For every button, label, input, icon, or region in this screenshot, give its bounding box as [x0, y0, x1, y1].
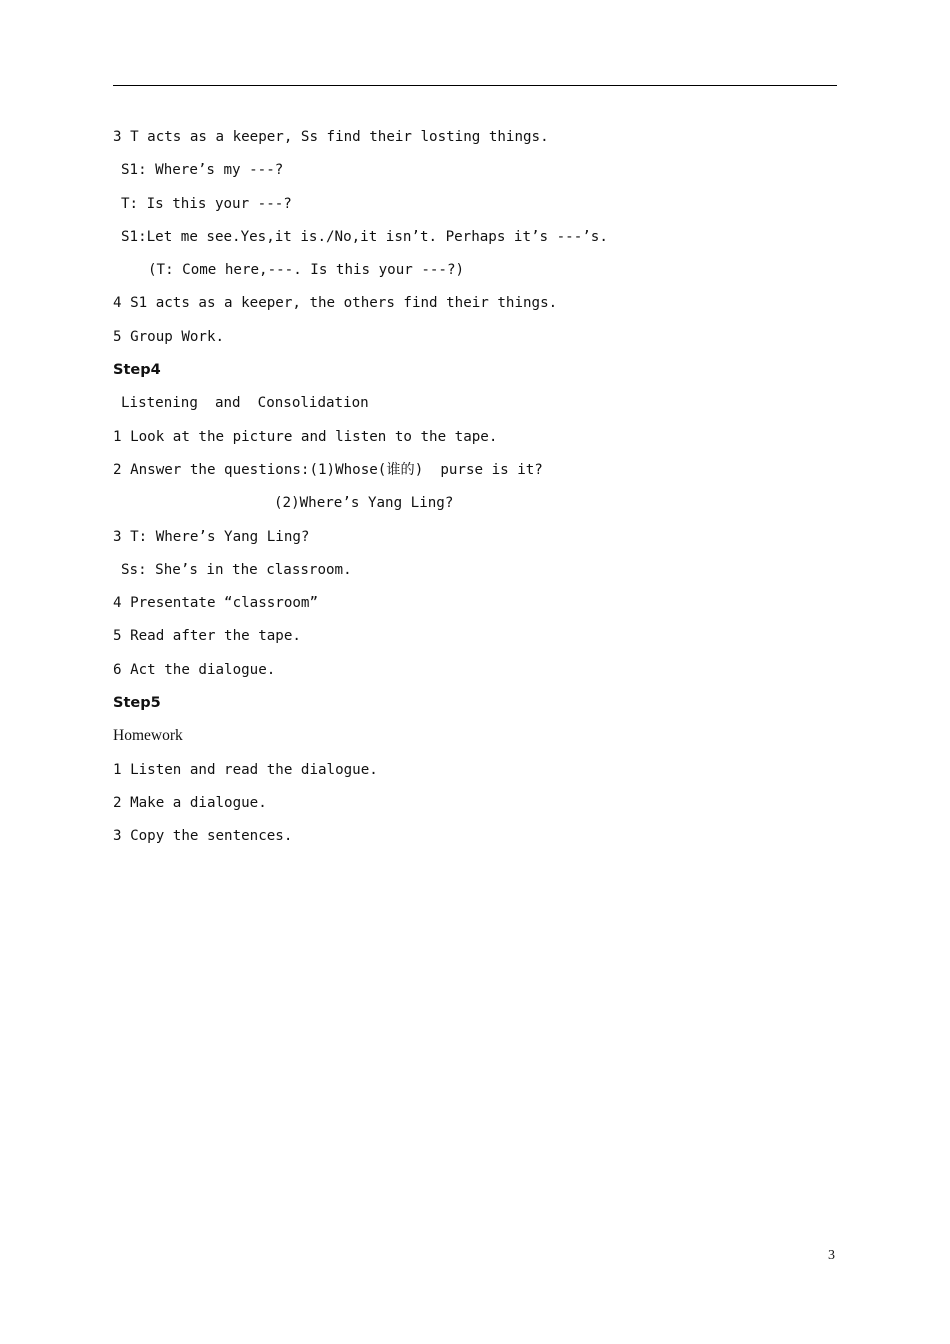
text-line: S1:Let me see.Yes,it is./No,it isn’t. Perhaps it’s ---’s.: [121, 228, 608, 245]
text-line: 4 Presentate “classroom”: [113, 595, 318, 612]
text-line: 3 T: Where’s Yang Ling?: [113, 528, 310, 545]
text-line: 2 Make a dialogue.: [113, 794, 267, 811]
step-heading: Step5: [113, 695, 161, 712]
text-line: S1: Where’s my ---?: [121, 162, 284, 179]
section-title: Homework: [113, 727, 183, 745]
section-title: Listening and Consolidation: [121, 395, 369, 412]
header-rule: [113, 85, 837, 86]
text-line: 3 Copy the sentences.: [113, 828, 293, 845]
document-body: [113, 125, 837, 858]
text-line: 5 Read after the tape.: [113, 628, 301, 645]
text-line: 2 Answer the questions:(1)Whose(谁的) purse is it?: [113, 461, 543, 478]
text-line: Ss: She’s in the classroom.: [121, 561, 352, 578]
text-line: (T: Come here,---. Is this your ---?): [148, 262, 465, 279]
text-line: 1 Look at the picture and listen to the tape.: [113, 428, 498, 445]
text-line: (2)Where’s Yang Ling?: [274, 495, 454, 512]
text-line: 6 Act the dialogue.: [113, 661, 276, 678]
step-heading: Step4: [113, 362, 161, 379]
text-line: 1 Listen and read the dialogue.: [113, 761, 378, 778]
page-number: 3: [828, 1248, 835, 1263]
text-line: 3 T acts as a keeper, Ss find their losting things.: [113, 129, 549, 145]
text-line: T: Is this your ---?: [121, 195, 292, 212]
text-line: 5 Group Work.: [113, 328, 225, 345]
text-line: 4 S1 acts as a keeper, the others find their things.: [113, 295, 558, 312]
